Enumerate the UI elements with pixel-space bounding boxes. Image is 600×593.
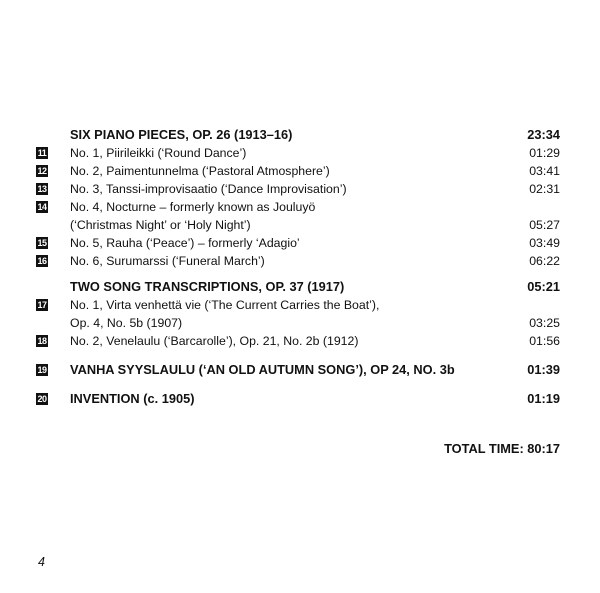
track-number-badge: 20 <box>37 394 47 404</box>
track-number-badge: 12 <box>37 166 47 176</box>
track-number-badge: 11 <box>37 148 47 158</box>
track-title: VANHA SYYSLAULU (‘AN OLD AUTUMN SONG’), OP 24, NO. 3b <box>70 362 455 377</box>
track-number-badge: 18 <box>37 336 47 346</box>
track-number-badge: 19 <box>37 365 47 375</box>
track-duration: 03:25 <box>529 316 560 330</box>
track-title: No. 5, Rauha (‘Peace’) – formerly ‘Adagio’ <box>70 236 300 250</box>
section-heading <box>36 126 560 144</box>
track-title: INVENTION (c. 1905) <box>70 391 195 406</box>
track-duration: 03:41 <box>529 164 560 178</box>
track-row-continuation <box>36 216 560 234</box>
track-number-badge: 17 <box>37 300 47 310</box>
track-duration: 06:22 <box>529 254 560 268</box>
track-title: No. 4, Nocturne – formerly known as Jouluyö <box>70 200 316 214</box>
track-title-continued: Op. 4, No. 5b (1907) <box>70 316 183 330</box>
track-duration: 02:31 <box>529 182 560 196</box>
track-title: No. 6, Surumarssi (‘Funeral March’) <box>70 254 265 268</box>
track-row <box>36 198 560 216</box>
track-duration: 01:39 <box>527 362 560 377</box>
track-title: No. 1, Piirileikki (‘Round Dance’) <box>70 146 247 160</box>
track-title: No. 2, Paimentunnelma (‘Pastoral Atmosphere’) <box>70 164 330 178</box>
track-number-badge: 14 <box>37 202 47 212</box>
track-row <box>36 234 560 252</box>
track-row <box>36 296 560 314</box>
track-number-badge: 13 <box>37 184 47 194</box>
track-duration: 05:27 <box>529 218 560 232</box>
track-duration: 01:56 <box>529 334 560 348</box>
track-title: No. 2, Venelaulu (‘Barcarolle’), Op. 21, No. 2b (1912) <box>70 334 359 348</box>
track-row <box>36 332 560 350</box>
section-duration: 05:21 <box>527 279 560 294</box>
section-heading <box>36 278 560 296</box>
track-list <box>36 126 560 408</box>
page-number: 4 <box>38 555 45 569</box>
total-time: TOTAL TIME: 80:17 <box>444 441 560 456</box>
track-row-heading <box>36 390 560 408</box>
track-title-continued: (‘Christmas Night’ or ‘Holy Night’) <box>70 218 251 232</box>
track-duration: 01:29 <box>529 146 560 160</box>
track-row <box>36 180 560 198</box>
track-row <box>36 162 560 180</box>
track-number-badge: 16 <box>37 256 47 266</box>
track-row <box>36 144 560 162</box>
track-row-continuation <box>36 314 560 332</box>
section-title: SIX PIANO PIECES, OP. 26 (1913–16) <box>70 127 293 142</box>
track-duration: 03:49 <box>529 236 560 250</box>
track-title: No. 1, Virta venhettä vie (‘The Current Carries the Boat’), <box>70 298 380 312</box>
section-duration: 23:34 <box>527 127 560 142</box>
section-title: TWO SONG TRANSCRIPTIONS, OP. 37 (1917) <box>70 279 345 294</box>
track-number-badge: 15 <box>37 238 47 248</box>
track-duration: 01:19 <box>527 391 560 406</box>
track-row <box>36 252 560 270</box>
track-title: No. 3, Tanssi-improvisaatio (‘Dance Improvisation’) <box>70 182 347 196</box>
track-row-heading <box>36 361 560 379</box>
